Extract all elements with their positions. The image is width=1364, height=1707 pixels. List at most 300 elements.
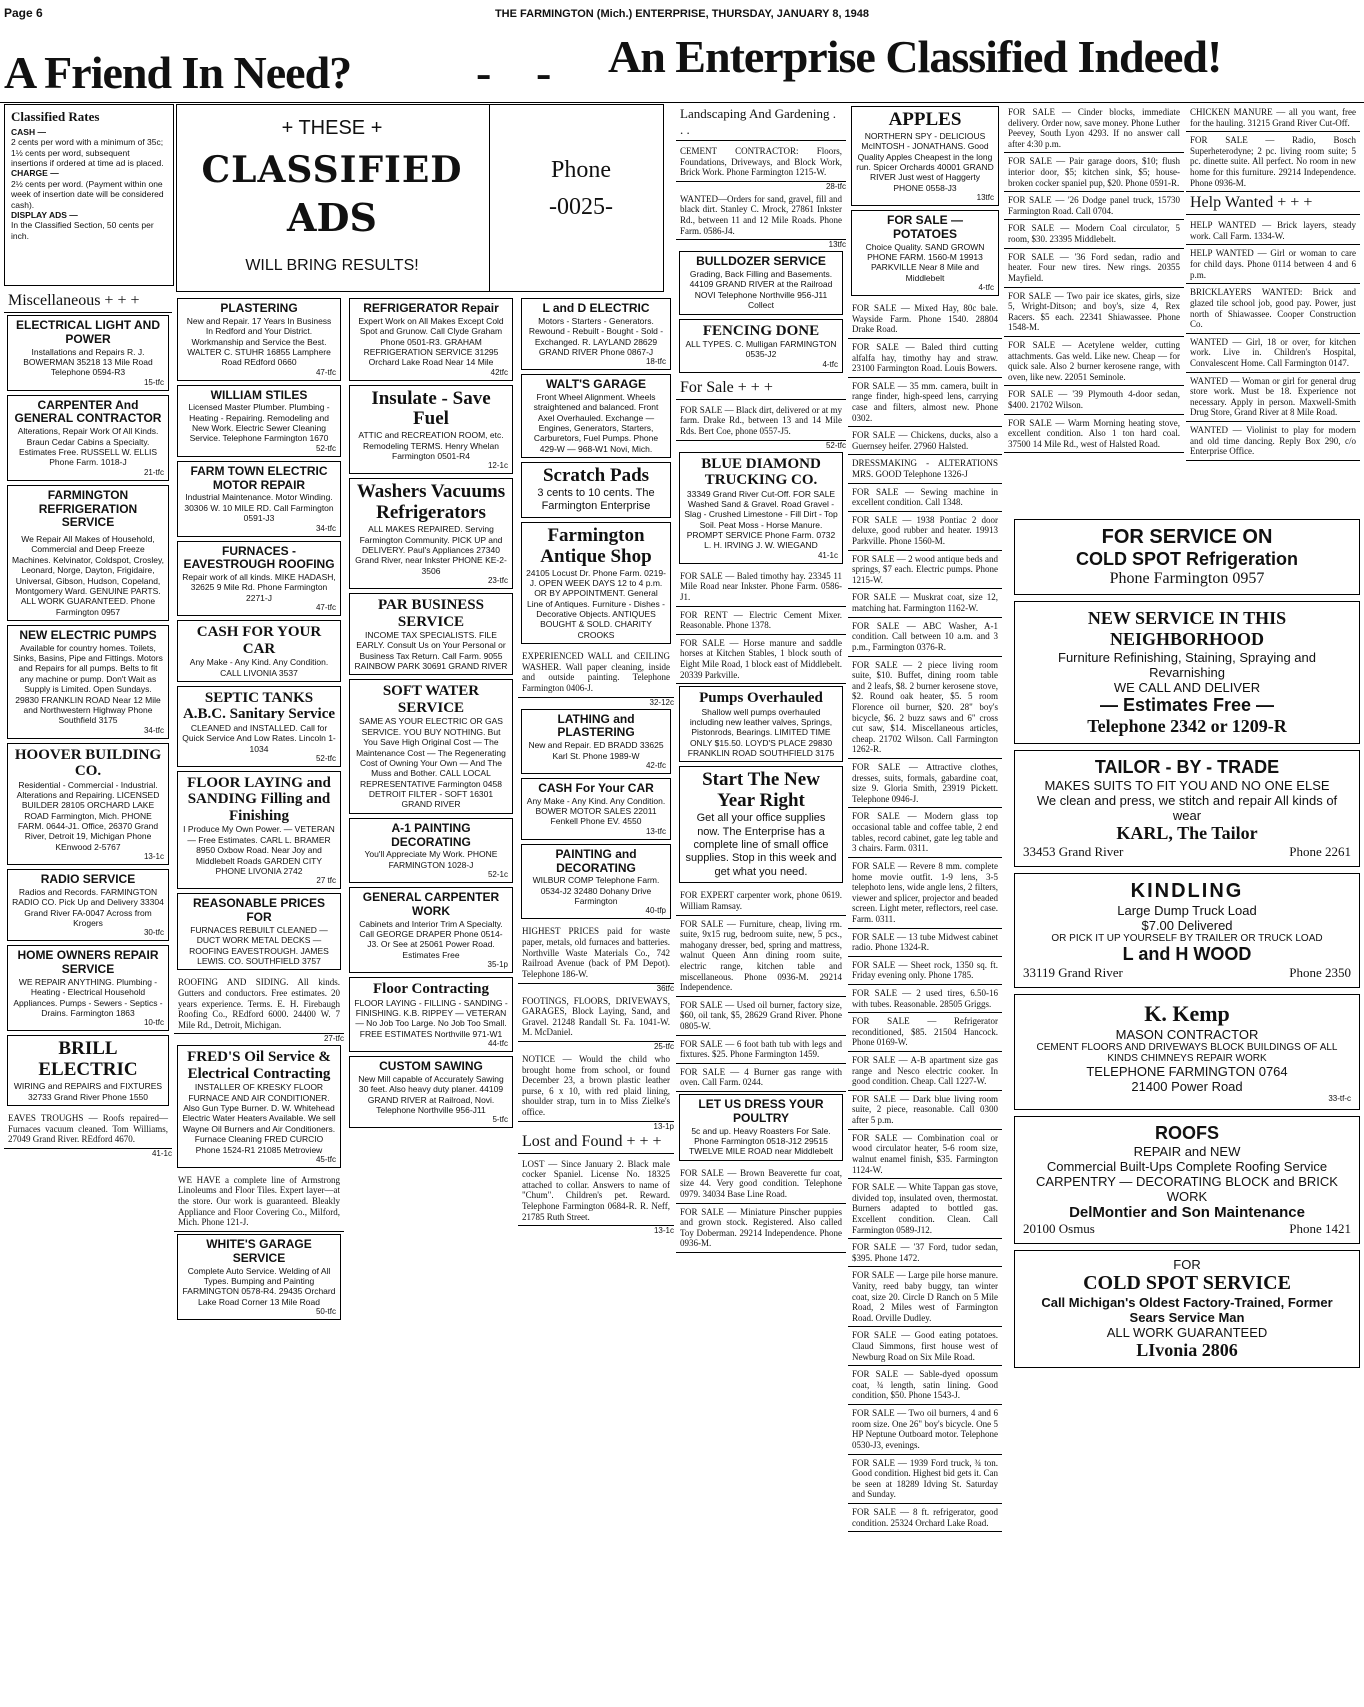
- kindling-ad: [1014, 873, 1360, 988]
- ad-subtitle: COLD SPOT Refrigeration: [1075, 549, 1299, 569]
- ad-text: EXPERIENCED WALL and CEILING WASHER. Wall paper cleaning, inside and outside painting. Telephone Farmington 0406-J.: [518, 648, 674, 697]
- ad-body: FLOOR LAYING - FILLING - SANDING - FINISHING. K.B. RIPPEY — VETERAN — No Job Too Large. No Job Too Small. FREE ESTIMATES Northville 971-W1: [354, 997, 508, 1039]
- ad-body: Front Wheel Alignment. Wheels straightened and balanced. Front Axel Overhauled. Exchange — Engines, Generators, Starters, Carburetors, Fuel Pumps. Phone 429-W — 968-W1 Novi, Mich.: [533, 392, 659, 454]
- ad-text: WANTED — Woman or girl for general drug store work. Must be 18. Experience not necessary. Apply in person. Maxwell-Smith Drug Store, Grand River at 8 Mile Road.: [1186, 373, 1360, 422]
- ad-code: 15-tfc: [143, 377, 164, 387]
- ad-body: CEMENT FLOORS AND DRIVEWAYS BLOCK BUILDINGS OF ALL KINDS CHIMNEYS REPAIR WORK: [1036, 1042, 1338, 1064]
- ad-text: FOR SALE — 4 Burner gas range with oven. Call Farm. 0244.: [676, 1064, 846, 1092]
- rates-line: DISPLAY ADS —: [11, 209, 78, 220]
- column-forsale-2: [848, 104, 1002, 1704]
- ad-body: Get all your office supplies now. The Enterprise has a complete line of small office supplies. Stop in this week and get what you need.: [685, 812, 837, 878]
- ad-box: [349, 1056, 513, 1128]
- ad-title: WALT'S GARAGE: [546, 377, 646, 392]
- ad-code: 4-tfc: [822, 359, 838, 369]
- ad-footer: [1023, 1221, 1351, 1237]
- ad-body: 5c and up. Heavy Roasters For Sale. Phone Farmington 0518-J12 29515 TWELVE MILE ROAD near Middlebelt: [689, 1125, 833, 1157]
- column-display-ads: [1012, 516, 1362, 1704]
- ad-body: Alterations, Repair Work Of All Kinds. Braun Cedar Cabins a Specialty. Estimates Free. RUSSELL W. ELLIS Phone Farm. 1018-J: [17, 426, 159, 468]
- ad-code: 50-tfc: [315, 1306, 336, 1316]
- ad-text: FOR SALE — Warm Morning heating stove, excellent condition. Also 1 ton hard coal. 37500 14 Mile Rd., west of Halsted Road.: [1004, 415, 1184, 454]
- ad-body: Commercial Built-Ups Complete Roofing Service: [1046, 1159, 1328, 1174]
- ad-code: 45-tfc: [315, 1154, 336, 1164]
- ad-body: MASON CONTRACTOR: [1115, 1027, 1259, 1042]
- ad-body: Industrial Maintenance. Motor Winding. 30306 W. 10 MILE RD. Call Farmington 0591-J3: [184, 492, 334, 524]
- ad-body: ALL WORK GUARANTEED: [1106, 1325, 1268, 1340]
- ad-text: FOR SALE — White Tappan gas stove, divided top, insulated oven, thermostat. Burners adapted to bottled gas. Excellent condition. Clean. Call Farmington 0589-J12.: [848, 1179, 1002, 1239]
- ad-text: FOR SALE — Cinder blocks, immediate delivery. Order now, save money. Phone Luther Peevey, South Lyon 4293. If no answer call after 4:30 p.m.: [1004, 104, 1184, 153]
- ad-text: FOR SALE — Sheet rock, 1350 sq. ft. Friday evening only. Phone 1785.: [848, 957, 1002, 985]
- section-for-sale: For Sale + + +: [676, 377, 846, 400]
- banner-rule: [0, 102, 1364, 103]
- ad-body: WE REPAIR ANYTHING. Plumbing - Heating - Electrical Household Appliances. Pumps - Sewers - Septics - Drains. Farmington 1863: [13, 976, 163, 1019]
- ad-text: HELP WANTED — Girl or woman to care for child days. Phone 0114 between 4 and 6 p.m.: [1186, 245, 1360, 284]
- ad-text: WANTED—Orders for sand, gravel, fill and black dirt. Stanley C. Mrock, 27861 Inkster Rd., between 11 and 12 Mile Roads. Phone Farm. 0586-J4.: [676, 191, 846, 240]
- ad-body: NORTHERN SPY - DELICIOUS McINTOSH - JONATHANS. Good Quality Apples Cheapest in the long run. Spicer Orchards 40001 GRAND RIVER Just west of Haggerty PHONE 0558-J3: [856, 130, 994, 193]
- ad-title: A-1 PAINTING DECORATING: [391, 820, 471, 849]
- ad-title: Farmington Antique Shop: [540, 524, 652, 567]
- ad-code: 27-tfc: [323, 1034, 344, 1044]
- ad-title: FENCING DONE: [702, 322, 820, 339]
- ad-code: 35-1p: [487, 960, 508, 970]
- ad-code: 18-tfc: [645, 357, 666, 367]
- ad-body: We clean and press, we stitch and repair All kinds of wear: [1036, 793, 1338, 823]
- ad-text: FOR SALE — ABC Washer, A-1 condition. Call between 10 a.m. and 3 p.m., Farmington 0376-R.: [848, 618, 1002, 657]
- ad-box: [851, 210, 999, 296]
- ad-body: INCOME TAX SPECIALISTS. FILE EARLY. Consult Us on Your Personal or Business Tax Return. Call Farm. 9055 RAINBOW PARK 30691 GRAND RIVER: [354, 630, 508, 672]
- rates-line: In the Classified Section, 50 cents per inch.: [11, 220, 154, 241]
- ad-text: FOR SALE — Large pile horse manure. Vanity, reed baby buggy, tan winter coat, size 20. Circle D Ranch on 5 Mile Road, 2 Miles west of Farmington Road. Orville Dudley.: [848, 1267, 1002, 1327]
- ad-box: [521, 462, 671, 518]
- ad-body: New and Repair. ED BRADD 33625 Karl St. Phone 1989-W: [528, 740, 664, 761]
- phone-label: Phone: [551, 157, 611, 183]
- ad-text: FOR SALE — Good eating potatoes. Claud Simmons, first house west of Newburg Road on Six Mile Road.: [848, 1327, 1002, 1366]
- ad-title: REFRIGERATOR Repair: [363, 301, 499, 315]
- ad-text: FOR SALE — Acetylene welder, cutting attachments. Gas weld. Like new. Cheap — for quick sale. Also 2 burner kerosene range, with oven, like new. 22051 Seminole.: [1004, 337, 1184, 386]
- ad-title: APPLES: [888, 109, 962, 130]
- ad-code: 33-tf-c: [1328, 1094, 1351, 1103]
- ad-box: [177, 1234, 341, 1320]
- ad-title: PAINTING and DECORATING: [555, 846, 637, 875]
- ad-code: 52-tfc: [315, 753, 336, 763]
- ad-body: Expert Work on All Makes Except Cold Spot and Grunow. Call Clyde Graham Phone 0501-R3. GRAHAM REFRIGERATION SERVICE 31295 Orchard Lake Road Near 14 Mile: [358, 315, 504, 368]
- ad-text: CEMENT CONTRACTOR: Floors, Foundations, Driveways, and Block Work, Brick Work. Phone Farmington 1215-W.: [676, 143, 846, 182]
- ad-code: 42-tfc: [645, 760, 666, 770]
- ad-title: KINDLING: [1130, 880, 1244, 902]
- ad-code: 40-tfp: [645, 906, 666, 916]
- ad-title: ROOFS: [1154, 1123, 1219, 1143]
- ad-box: [177, 1045, 341, 1168]
- ad-body: WE CALL AND DELIVER: [1113, 680, 1261, 695]
- ad-code: 4-tfc: [978, 283, 994, 293]
- ad-title: LET US DRESS YOUR POULTRY: [698, 1097, 824, 1125]
- ad-box: [177, 298, 341, 381]
- banner-right: An Enterprise Classified Indeed!: [608, 31, 1222, 82]
- ad-text: NOTICE — Would the child who brought home from school, or found December 23, a brown plastic leather purse, 6 x 10, with red plaid lining, shoulder strap, turn in to Miss Zielke's office.: [518, 1051, 674, 1122]
- ad-body: REPAIR and NEW: [1133, 1144, 1241, 1159]
- ad-box: [349, 887, 513, 973]
- ad-text: FOR SALE — Sable-dyed opossum coat, ¾ length, satin lining. Good condition, $50. Phone 1543-J.: [848, 1366, 1002, 1405]
- ad-text: FOR SALE — Combination coal or wood circulator heater, 5-6 room size, walnut enamel finish, $35. Farmington 1124-W.: [848, 1130, 1002, 1179]
- column-landscaping-forsale: [676, 104, 846, 1704]
- ad-title: BLUE DIAMOND TRUCKING CO.: [701, 455, 821, 489]
- ad-code: 32-12c: [649, 697, 674, 707]
- ad-phone: TELEPHONE FARMINGTON 0764: [1086, 1064, 1288, 1079]
- rates-title: Classified Rates: [11, 109, 100, 124]
- ad-body: Any Make - Any Kind. Any Condition. BOWER MOTOR SALES 22011 Fenkell Phone EV. 4550: [526, 795, 666, 827]
- ad-address: 21400 Power Road: [1131, 1079, 1243, 1094]
- ad-box: [679, 319, 843, 373]
- ad-phone: Telephone 2342 or 1209-R: [1087, 716, 1287, 736]
- ad-title: CUSTOM SAWING: [379, 1058, 483, 1073]
- ad-text: FOR SALE — Chickens, ducks, also a Guernsey heifer. 27960 Halsted.: [848, 427, 1002, 455]
- ad-body: We Repair All Makes of Household, Commercial and Deep Freeze Machines. Kelvinator, Coldspot, Crosley, Leonard, Norge, Dayton, Frigidaire, Universal, Gibson, Hudson, Copeland, Montgomery Ward. GENUINE PARTS. ALL WORK GUARANTEED. Phone Farmington 0957: [12, 534, 164, 617]
- ad-address: 20100 Osmus: [1023, 1221, 1095, 1236]
- ad-code: 23-tfc: [487, 576, 508, 586]
- ad-title: NEW SERVICE IN THIS NEIGHBORHOOD: [1087, 608, 1287, 649]
- ad-text: DRESSMAKING - ALTERATIONS MRS. GOOD Telephone 1326-J: [848, 455, 1002, 483]
- ad-body: Residential - Commercial - Industrial. Alterations and Repairing. LICENSED BUILDER 28105 ORCHARD LAKE ROAD Farmington, Mich. PHONE FARM. 0644-J1. Office, 26370 Grand River, Detroit 19, Michigan Phone KEnwood 2-5767: [16, 779, 160, 852]
- ad-footer: [1023, 965, 1351, 981]
- ad-text: HELP WANTED — Brick layers, steady work. Call Farm. 1334-W.: [1186, 217, 1360, 245]
- ad-address: 33453 Grand River: [1023, 844, 1124, 859]
- ad-title: BULLDOZER SERVICE: [696, 254, 826, 269]
- ad-text: FOR SALE — 6 foot bath tub with legs and fixtures. $25. Phone Farmington 1459.: [676, 1036, 846, 1064]
- classified-label: CLASSIFIED: [201, 149, 463, 191]
- ad-code: 5-tfc: [492, 1115, 508, 1125]
- ad-box: [349, 385, 513, 475]
- ad-title: CASH For Your CAR: [538, 780, 654, 795]
- ad-box: [679, 766, 843, 883]
- ad-box: [7, 869, 169, 941]
- rates-line: 2½ cents per word. (Payment within one week of insertion date will be considered cash).: [11, 178, 164, 210]
- ad-body: WILBUR COMP Telephone Farm. 0534-J2 32480 Dohany Drive Farmington: [532, 875, 660, 907]
- rates-line: CHARGE —: [11, 168, 59, 179]
- ad-box: [679, 251, 843, 314]
- ad-code: 52-tfc: [315, 443, 336, 453]
- ad-text: FOR SALE — '26 Dodge panel truck, 15730 Farmington Road. Call 0704.: [1004, 192, 1184, 220]
- ad-body: You'll Appreciate My Work. PHONE FARMINGTON 1028-J: [364, 849, 498, 870]
- ad-body: Licensed Master Plumber. Plumbing - Heating - Repairing. Remodeling and New Work. Electric Sewer Cleaning Service. Telephone Farmington 1670: [188, 402, 330, 444]
- ad-body: ALL TYPES. C. Mulligan FARMINGTON 0535-J2: [685, 339, 837, 360]
- ad-box: [521, 709, 671, 774]
- ad-box: [349, 298, 513, 381]
- banner-left: A Friend In Need?: [4, 47, 352, 98]
- ad-phone: Phone 1421: [1289, 1221, 1351, 1236]
- ad-box: [177, 385, 341, 457]
- column-help-wanted: [1186, 104, 1360, 534]
- classified-rates: [4, 104, 174, 286]
- ad-box: [7, 625, 169, 739]
- ad-code: 41-1c: [151, 1148, 172, 1158]
- page-number: Page 6: [4, 6, 43, 20]
- ad-code: 12-1c: [487, 461, 508, 471]
- ad-title: L and D ELECTRIC: [542, 301, 650, 315]
- ad-text: LOST — Since January 2. Black male cocker Spaniel. License No. 18325 attached to collar. Answers to name of "Chum". Children's pet. Reward. Telephone Farmington 0684-R. R. Neff, 21785 Ruth Street.: [518, 1156, 674, 1227]
- ad-title: ELECTRICAL LIGHT AND POWER: [16, 318, 160, 346]
- ad-box: [521, 844, 671, 920]
- ad-text: FOR SALE — 1938 Pontiac 2 door deluxe, good rubber and heater. 19913 Parkville. Phone 1560-M.: [848, 512, 1002, 551]
- ad-code: 42tfc: [490, 367, 508, 377]
- ad-text: FOR SALE — 2 piece living room suite, $10. Buffet, dining room table and 2 leafs, $8. 2 burner kerosene stove, $2. Round oak heater, $5. 5 room Florence oil burner, $20. 28" boy's bicycle, $6. 2 buzz saws and 6" cross cut saw, $14. Miscellaneous articles, cheap. 21702 Wilson. Call Farmington 1262-R.: [848, 657, 1002, 759]
- ad-box: [177, 893, 341, 970]
- ad-phone: Phone 2350: [1289, 965, 1351, 980]
- ad-code: 25-tfc: [653, 1041, 674, 1051]
- section-lost-and-found: Lost and Found + + +: [518, 1131, 674, 1154]
- ad-body: CARPENTRY — DECORATING BLOCK and BRICK WORK: [1036, 1174, 1338, 1204]
- ad-title: CARPENTER And GENERAL CONTRACTOR: [14, 397, 162, 426]
- ad-box: [7, 315, 169, 391]
- ad-text: FOR SALE — '37 Ford, tudor sedan, $395. Phone 1472.: [848, 1239, 1002, 1267]
- ad-box: [7, 485, 169, 621]
- ad-text: EAVES TROUGHS — Roofs repaired—Furnaces vacuum cleaned. Tom Williams, 27049 Grand River. REdford 4670.: [4, 1110, 172, 1149]
- ad-body: WIRING and REPAIRS and FIXTURES 32733 Grand River Phone 1550: [13, 1081, 163, 1102]
- ad-title: Insulate - Save Fuel: [371, 387, 491, 430]
- ad-text: FOR SALE — Used oil burner, factory size, $60, oil tank, $5, 28629 Grand River. Phone 0805-W.: [676, 997, 846, 1036]
- ad-footer: [1023, 844, 1351, 860]
- ad-text: WANTED — Violinist to play for modern and old time dancing. Reply Box 290, c/o Enterprise Office.: [1186, 422, 1360, 461]
- phone-number: -0025-: [549, 194, 613, 220]
- ad-box: [851, 106, 999, 206]
- ad-title: NEW ELECTRIC PUMPS: [19, 627, 157, 642]
- ad-code: 52-tfc: [825, 440, 846, 450]
- ad-text: FOR SALE — Revere 8 mm. complete home movie outfit. 1-9 lens, 3-5 telephoto lens, wide angle lens, 2 filters, viewer and splicer, projector and beaded screen. Light meter, reflectors, reel case. Farm. 0311.: [848, 858, 1002, 929]
- ad-text: FOR EXPERT carpenter work, phone 0619. William Ramsay.: [676, 887, 846, 915]
- ad-code: 30-tfc: [143, 928, 164, 938]
- ad-text: FOR SALE — A-B apartment size gas range and Nesco electric cooker. In good condition. Cheap. Call 1227-W.: [848, 1052, 1002, 1091]
- ad-title: FRED'S Oil Service & Electrical Contracting: [187, 1049, 331, 1082]
- ad-text: FOR SALE — Refrigerator reconditioned, $85. 21504 Hancock. Phone 0169-W.: [848, 1013, 1002, 1052]
- ad-text: FOR SALE — Sewing machine in excellent condition. Call 1348.: [848, 484, 1002, 512]
- ad-title: SOFT WATER SERVICE: [382, 683, 480, 716]
- ad-name: DelMontier and Son Maintenance: [1069, 1204, 1305, 1221]
- column-services-1: [174, 296, 344, 1704]
- ad-text: FOR SALE — Radio, Bosch Superheterodyne; 2 pc. living room suite; 5 pc. dinette suite. All perfect. No room in new home for this furniture. 29214 Independence. Phone 0936-M.: [1186, 132, 1360, 192]
- ad-text: FOR SALE — '39 Plymouth 4-door sedan, $400. 21702 Wilson.: [1004, 386, 1184, 414]
- ad-phone: LIvonia 2806: [1136, 1340, 1238, 1360]
- roofs-ad: [1014, 1116, 1360, 1244]
- ad-title: REASONABLE PRICES FOR: [192, 896, 326, 925]
- ad-title: LATHING and PLASTERING: [557, 711, 635, 740]
- ad-body: New and Repair. 17 Years In Business In Redford and Your District. Workmanship and Service the Best. WALTER C. STUHR 16855 Lamphere Road REdford 0660: [186, 315, 332, 368]
- ads-label: ADS: [287, 195, 377, 240]
- ad-code: 47-tfc: [315, 603, 336, 613]
- ad-body: 3 cents to 10 cents. The Farmington Enterprise: [537, 487, 655, 513]
- ad-body: Motors - Starters - Generators. Rewound - Rebuilt - Bought - Sold - Exchanged. R. LAYLAND 28629 GRAND RIVER Phone 0867-J: [528, 315, 664, 357]
- ad-text: WANTED — Girl, 18 or over, for kitchen work. Live in. Children's Hospital, Convalescent Home. Call Farmington 0147.: [1186, 334, 1360, 373]
- column-miscellaneous: [4, 290, 172, 1704]
- ad-title: FURNACES - EAVESTROUGH ROOFING: [183, 543, 335, 572]
- ad-title: Pumps Overhauled: [699, 690, 823, 707]
- ad-title: COLD SPOT SERVICE: [1083, 1272, 1291, 1294]
- ad-box: [521, 522, 671, 644]
- ad-code: 28-tfc: [825, 181, 846, 191]
- ad-body: ATTIC and RECREATION ROOM, etc. Remodeling TERMS. Henry Whelan Farmington 0501-R4: [358, 430, 504, 462]
- ad-box: [349, 593, 513, 675]
- banner: [0, 26, 1364, 104]
- ad-text: FOR SALE — Miniature Pinscher puppies and grown stock. Registered. Also called Toy Doberman. 29214 Independence. Phone 0936-M.: [676, 1204, 846, 1253]
- ad-box: [7, 743, 169, 866]
- ad-title: HOME OWNERS REPAIR SERVICE: [17, 948, 159, 977]
- section-miscellaneous: Miscellaneous + + +: [4, 290, 172, 313]
- ad-text: FOR SALE — Baled timothy hay. 23345 11 Mile Road near Inkster. Phone Farm. 0586-J1.: [676, 568, 846, 607]
- ad-title: SEPTIC TANKS A.B.C. Sanitary Service: [182, 689, 336, 723]
- ad-box: [349, 478, 513, 589]
- ad-title: FARM TOWN ELECTRIC MOTOR REPAIR: [190, 463, 328, 492]
- ad-text: FOR SALE — Brown Beaverette fur coat, size 44. Very good condition. Telephone 0979. 34034 Base Line Road.: [676, 1165, 846, 1204]
- ad-box: [7, 1035, 169, 1106]
- ad-title: TAILOR - BY - TRADE: [1094, 757, 1280, 777]
- ad-text: FOR SALE — Two pair ice skates, girls, size 5, Wright-Ditson; and boy's, size 4, Rex Racers. $5 each. 22341 Shiawassee. Phone 1548-M.: [1004, 288, 1184, 337]
- ad-code: 52-1c: [487, 870, 508, 880]
- ad-code: 21-tfc: [143, 467, 164, 477]
- ad-title: RADIO SERVICE: [40, 872, 136, 887]
- ad-body: 24105 Locust Dr. Phone Farm. 0219-J. OPEN WEEK DAYS 12 to 4 p.m. OR BY APPOINTMENT. General Line of Antiques. Furniture - Dishes - Decorative Objects. ANTIQUES BOUGHT & SOLD. CHARITY CROOKS: [526, 567, 666, 640]
- these-label: + THESE +: [281, 117, 383, 139]
- ad-title: WHITE'S GARAGE SERVICE: [206, 1236, 312, 1265]
- ad-title: PAR BUSINESS SERVICE: [377, 597, 484, 630]
- ad-title: Scratch Pads: [542, 465, 650, 487]
- ad-box: [177, 771, 341, 889]
- ad-box: [177, 541, 341, 617]
- ad-body: Any Make - Any Kind. Any Condition. CALL LIVONIA 3537: [189, 657, 329, 678]
- ad-box: [7, 945, 169, 1031]
- ad-box: [679, 452, 843, 564]
- ad-box: [679, 1094, 843, 1161]
- ad-phone: Phone 2261: [1289, 844, 1351, 859]
- ad-text: FOR SALE — Black dirt, delivered or at my farm. Drake Rd., between 13 and 14 Mile Rds. Bert Coe, phone 0557-J5.: [676, 402, 846, 441]
- ad-box: [521, 298, 671, 370]
- column-services-2: [346, 296, 516, 1704]
- ad-box: [349, 818, 513, 883]
- new-service-ad: [1014, 601, 1360, 744]
- ad-code: 34-tfc: [143, 725, 164, 735]
- ad-text: FOR SALE — 2 used tires, 6.50-16 with tubes. Reasonable. 28505 Griggs.: [848, 985, 1002, 1013]
- ad-text: FOR SALE — Muskrat coat, size 12, matching hat. Farmington 1162-W.: [848, 589, 1002, 617]
- kemp-ad: [1014, 994, 1360, 1110]
- masthead: THE FARMINGTON (Mich.) ENTERPRISE, THURSDAY, JANUARY 8, 1948: [494, 8, 870, 20]
- ad-code: 41-1c: [817, 550, 838, 560]
- header-divider: [489, 105, 490, 291]
- ad-text: WE HAVE a complete line of Armstrong Linoleums and Floor Tiles. Expert layer—at the store. Our work is guaranteed. Bleakly Appliance and Floor Covering Co., Milford, Mich. Phone 121-J.: [174, 1172, 344, 1232]
- ad-body: Available for country homes. Toilets, Sinks, Basins, Pipe and Fittings. Motors and Repairs for all pumps. Belts to fit any machine or pump. Don't Wait as Supply is Limited. Open Sundays. 29830 FRANKLIN ROAD Near 12 Mile and Northwestern Highway Phone Southfield 3175: [13, 642, 163, 726]
- ad-body: SAME AS YOUR ELECTRIC OR GAS SERVICE. YOU BUY NOTHING. But You Save High Original Cost — The Maintenance Cost — The Regenerating Cost of Owning Your Own — And The Muss and Bother. CALL LOCAL REPRESENTATIVE Farmington 0458 DETROIT FILTER - SOFT 16301 GRAND RIVER: [356, 716, 506, 810]
- ad-body: INSTALLER OF KRESKY FLOOR FURNACE AND AIR CONDITIONER. Also Gun Type Burner. D. W. Whitehead Electric Water Heaters Available. We sell Wayne Oil Burners and Air Conditioners. Furnace Cleaning FRED CURCIO Phone 1524-R1 21085 Metroview: [182, 1082, 336, 1155]
- ad-address: 33119 Grand River: [1023, 965, 1123, 980]
- ad-box: [349, 977, 513, 1052]
- ad-code: 13tfc: [976, 193, 994, 203]
- ad-body: FURNACES REBUILT CLEANED — DUCT WORK METAL DECKS — ROOFING EAVESTROUGH. JAMES LEWIS. CO. SOUTHFIELD 3757: [189, 924, 329, 966]
- ad-body: $7.00 Delivered: [1141, 918, 1233, 933]
- ad-title: GENERAL CARPENTER WORK: [362, 890, 500, 918]
- ad-title: Floor Contracting: [373, 981, 489, 998]
- ad-code: 36tfc: [656, 983, 674, 993]
- ad-code: 44-tfc: [487, 1038, 508, 1048]
- ad-label: FOR: [1173, 1257, 1201, 1272]
- ad-title: FOR SALE — POTATOES: [886, 213, 963, 241]
- ad-body: Cabinets and Interior Trim A Specialty. Call GEORGE DRAPER Phone 0514-J3. Or See at 25061 Power Road. Estimates Free: [359, 918, 503, 960]
- ad-text: CHICKEN MANURE — all you want, free for the hauling. 31215 Grand River Cut-Off.: [1186, 104, 1360, 132]
- ad-text: HIGHEST PRICES paid for waste paper, metals, old furnaces and batteries. Northville Waste Materials Co., 742 Railroad Avenue (back of PM Depot). Telephone 186-W.: [518, 923, 674, 983]
- ad-text: FOR SALE — 35 mm. camera, built in range finder, high-speed lens, carrying case and filters, almost new. Phone 0302.: [848, 378, 1002, 427]
- ad-body: Grading, Back Filling and Basements. 44109 GRAND RIVER at the Railroad NOVI Telephone Northville 956-J11 Collect: [689, 269, 833, 311]
- ad-box: [521, 374, 671, 458]
- ad-body: 33349 Grand River Cut-Off. FOR SALE Washed Sand & Gravel. Road Gravel - Slag - Crushed Limestone - Fill Dirt - Top Soil. Peat Moss - Horse Manure. PROMPT SERVICE Phone Farm. 0732 L. H. IRVING J. W. WIEGAND: [684, 488, 838, 551]
- ad-code: 34-tfc: [315, 523, 336, 533]
- ad-body: Choice Quality. SAND GROWN PHONE FARM. 1560-M 19913 PARKVILLE Near 8 Mile and Middlebelt: [865, 241, 985, 283]
- column-forsale-3: [1004, 104, 1184, 534]
- ad-body: ALL MAKES REPAIRED. Serving Farmington Community. PICK UP and DELIVERY. Paul's Appliances 27340 Grand River, near Inkster PHONE KE-2-3506: [355, 524, 507, 576]
- ad-text: FOR SALE — 1939 Ford truck, ¾ ton. Good condition. Highest bid gets it. Can be seen at 18289 Idving St. Saturday and Sunday.: [848, 1455, 1002, 1504]
- ad-box: [177, 686, 341, 767]
- section-help-wanted: Help Wanted + + +: [1186, 192, 1360, 215]
- ad-body: Furniture Refinishing, Staining, Spraying and Revarnishing: [1058, 650, 1316, 680]
- ad-text: FOOTINGS, FLOORS, DRIVEWAYS, GARAGES, Block Laying, Sand, and Gravel. 21248 Randall St. Fa. 1041-W. M. McDaniel.: [518, 993, 674, 1042]
- ad-title: HOOVER BUILDING CO.: [14, 746, 162, 780]
- ad-body: MAKES SUITS TO FIT YOU AND NO ONE ELSE: [1044, 778, 1330, 793]
- ad-title: FOR SERVICE ON: [1101, 526, 1273, 548]
- ad-body: Installations and Repairs R. J. BOWERMAN 35218 13 Mile Road Telephone 0594-R3: [23, 346, 153, 378]
- ad-text: FOR SALE — Two oil burners, 4 and 6 room size. One 26" boy's bicycle. One 5 HP Neptune Outboard motor. Telephone 0530-J3, evenings.: [848, 1405, 1002, 1454]
- ad-body: Large Dump Truck Load: [1117, 903, 1257, 918]
- ad-body: I Produce My Own Power. — VETERAN — Free Estimates. CARL L. BRAMER 8950 Oxbow Road. Near Joy and Middlebelt Roads GARDEN CITY PHONE LIVONIA 2742: [183, 824, 335, 876]
- ad-box: [177, 620, 341, 682]
- ad-code: 13-1c: [653, 1226, 674, 1236]
- ad-box: [177, 461, 341, 537]
- ad-title: CASH FOR YOUR CAR: [196, 624, 322, 657]
- ad-box: [349, 679, 513, 813]
- banner-dash-2: -: [536, 47, 551, 98]
- ad-text: FOR SALE — Horse manure and saddle horses at Kitchen Stables, 1 block south of Eight Mile Road, 1 block east of Middlebelt. 20339 Parkville.: [676, 635, 846, 684]
- results-label: WILL BRING RESULTS!: [245, 257, 419, 274]
- ad-name: KARL, The Tailor: [1116, 823, 1258, 843]
- ad-title: Washers Vacuums Refrigerators: [356, 481, 506, 524]
- column-services-3: [518, 296, 674, 1704]
- section-landscaping: Landscaping And Gardening . . .: [676, 104, 846, 141]
- rates-line: 2 cents per word with a minimum of 35c; 1½ cents per word, subsequent insertions if ordered at time ad is placed.: [11, 137, 164, 169]
- ad-body: Shallow well pumps overhauled including new leather valves, Springs, Pistonrods, Bearings. LIMITED TIME ONLY $15.50. LOYD'S PLACE 29830 FRANKLIN ROAD SOUTHFIELD 3175: [687, 706, 835, 759]
- ad-code: 47-tfc: [315, 367, 336, 377]
- ad-text: FOR SALE — 8 ft. refrigerator, good condition. 25324 Orchard Lake Road.: [848, 1504, 1002, 1532]
- ad-text: FOR SALE — Furniture, cheap, living rm. suite, 9x15 rug, bedroom suite, new, 5 pcs., mahogany dresser, bed, spring and mattress, walnut Queen Ann dining room suite, electric range, kitchen table and miscellaneous. Phone 0936-M. 29214 Independence.: [676, 916, 846, 997]
- ad-text: ROOFING AND SIDING. All kinds. Gutters and conductors. Free estimates. 20 years experience. Terms. E. H. Firebaugh Roofing Co., REdford 6000. 24400 W. 7 Mile Rd., Detroit, Michigan.: [174, 974, 344, 1034]
- ad-body: Repair work of all kinds. MIKE HADASH, 32625 9 Mile Rd. Phone Farmington 2271-J: [182, 572, 336, 603]
- ad-title: Start The New Year Right: [702, 769, 820, 812]
- ad-body: New Mill capable of Accurately Sawing 30 feet. Also heavy duty planer. 44109 GRAND RIVER at Railroad, Novi. Telephone Northville 956-J11: [358, 1073, 504, 1115]
- ad-body: OR PICK IT UP YOURSELF BY TRAILER OR TRUCK LOAD: [1051, 933, 1323, 944]
- ad-code: 13-tfc: [645, 826, 666, 836]
- ad-code: 13-1c: [143, 852, 164, 862]
- ad-title: FARMINGTON REFRIGERATION SERVICE: [38, 487, 138, 530]
- ad-title: FLOOR LAYING and SANDING Filling and Finishing: [187, 774, 331, 824]
- classified-ads-header: [176, 104, 664, 292]
- ad-body: Call Michigan's Oldest Factory-Trained, Former Sears Service Man: [1041, 1295, 1333, 1325]
- ad-text: FOR SALE — Modern glass top occasional table and coffee table, 2 end tables, record cabinet, gate leg table and 3 chairs. Farm. 0311.: [848, 808, 1002, 857]
- ad-text: FOR SALE — Attractive clothes, dresses, suits, formals, gabardine coat, size 9. Gloria Smith, 23919 Pickett. Telephone 0946-J.: [848, 759, 1002, 808]
- ad-name: L and H WOOD: [1122, 944, 1252, 964]
- ad-text: FOR SALE — Mixed Hay, 80c bale. Wayside Farm. Phone 1540. 28804 Drake Road.: [848, 300, 1002, 339]
- ad-title: PLASTERING: [220, 301, 298, 315]
- ad-code: 27 tfc: [316, 876, 336, 886]
- ad-text: FOR SALE — 13 tube Midwest cabinet radio. Phone 1324-R.: [848, 929, 1002, 957]
- coldspot-ad: [1014, 519, 1360, 595]
- ad-box: [679, 686, 843, 762]
- ad-phone: Phone Farmington 0957: [1109, 570, 1265, 587]
- ad-body: CLEANED and INSTALLED. Call for Quick Service And Low Rates. Lincoln 1-1034: [182, 722, 336, 754]
- ad-text: FOR SALE — 2 wood antique beds and springs, $7 each. Electric pumps. Phone 1215-W.: [848, 551, 1002, 590]
- tailor-ad: [1014, 750, 1360, 867]
- ad-code: 13-1p: [653, 1121, 674, 1131]
- ad-body: — Estimates Free —: [1099, 695, 1275, 715]
